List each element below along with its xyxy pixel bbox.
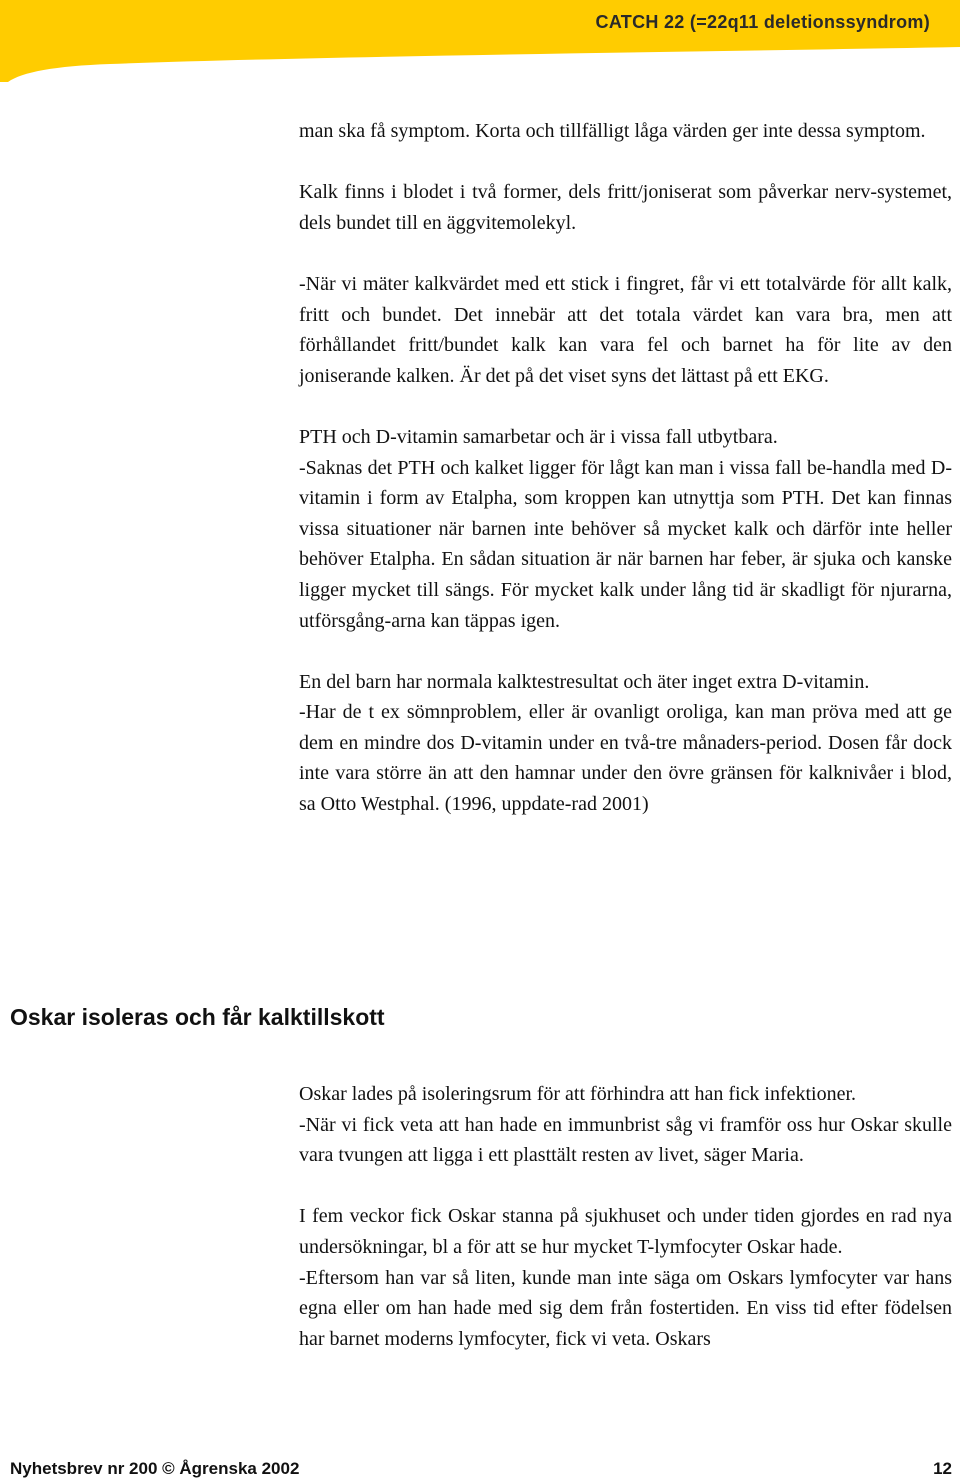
paragraph: -När vi mäter kalkvärdet med ett stick i fingret, får vi ett totalvärde för allt kalk, fritt och bundet. Det innebär att det totala värdet kan vara bra, men att förhållandet fritt/bundet kalk kan vara fel och barnet ha för lite av den joniserande kalken. Är det på det viset syns det lättast på ett EKG. (299, 272, 952, 387)
paragraph: -Saknas det PTH och kalket ligger för lågt kan man i vissa fall be-handla med D-vitamin i form av Etalpha, som kroppen kan utnyttja som PTH. Det kan finnas vissa situationer när barnen inte behöver så mycket kalk och därför inte heller behöver Etalpha. En sådan situation är när barnen har feber, är sjuka och kanske ligger mycket till sängs. För mycket kalk under lång tid är skadligt för njurarna, utförsgång-arna kan täppas igen. (299, 456, 952, 632)
paragraph: man ska få symptom. Korta och tillfälligt låga värden ger inte dessa symptom. (299, 120, 926, 142)
paragraph: -När vi fick veta att han hade en immunbrist såg vi framför oss hur Oskar skulle vara tvungen att ligga i ett plasttält resten av livet, säger Maria. (299, 1113, 952, 1167)
running-header-title: CATCH 22 (=22q11 deletionssyndrom) (595, 12, 930, 32)
article-body-part-2 (299, 1079, 952, 1354)
paragraph: -Har de t ex sömnproblem, eller är ovanligt oroliga, kan man pröva med att ge dem en mindre dos D-vitamin under en två-tre månaders-period. Dosen får dock inte vara större än att den hamnar under den övre gränsen för kalknivåer i blod, sa Otto Westphal. (1996, uppdate-rad 2001) (299, 701, 952, 816)
paragraph: Kalk finns i blodet i två former, dels fritt/joniserat som påverkar nerv-systemet, dels bundet till en äggvitemolekyl. (299, 181, 952, 234)
page-number: 12 (933, 1459, 952, 1478)
paragraph: Oskar lades på isoleringsrum för att förhindra att han fick infektioner. (299, 1083, 857, 1105)
section-heading: Oskar isoleras och får kalktillskott (10, 1004, 385, 1030)
paragraph: PTH och D-vitamin samarbetar och är i vissa fall utbytbara. (299, 425, 778, 448)
paragraph: I fem veckor fick Oskar stanna på sjukhuset och under tiden gjordes en rad nya undersökningar, bl a för att se hur mycket T-lymfocyter Oskar hade. (299, 1205, 952, 1258)
header-band (0, 0, 960, 82)
paragraph: -Eftersom han var så liten, kunde man inte säga om Oskars lymfocyter var hans egna eller om han hade med sig dem från fostertiden. En viss tid efter födelsen har barnet moderns lymfocyter, fick vi veta. Oskars (299, 1266, 952, 1350)
article-body-part-1 (299, 116, 952, 820)
footer-newsletter-credit: Nyhetsbrev nr 200 © Ågrenska 2002 (10, 1459, 300, 1478)
paragraph: En del barn har normala kalktestresultat och äter inget extra D-vitamin. (299, 670, 870, 693)
